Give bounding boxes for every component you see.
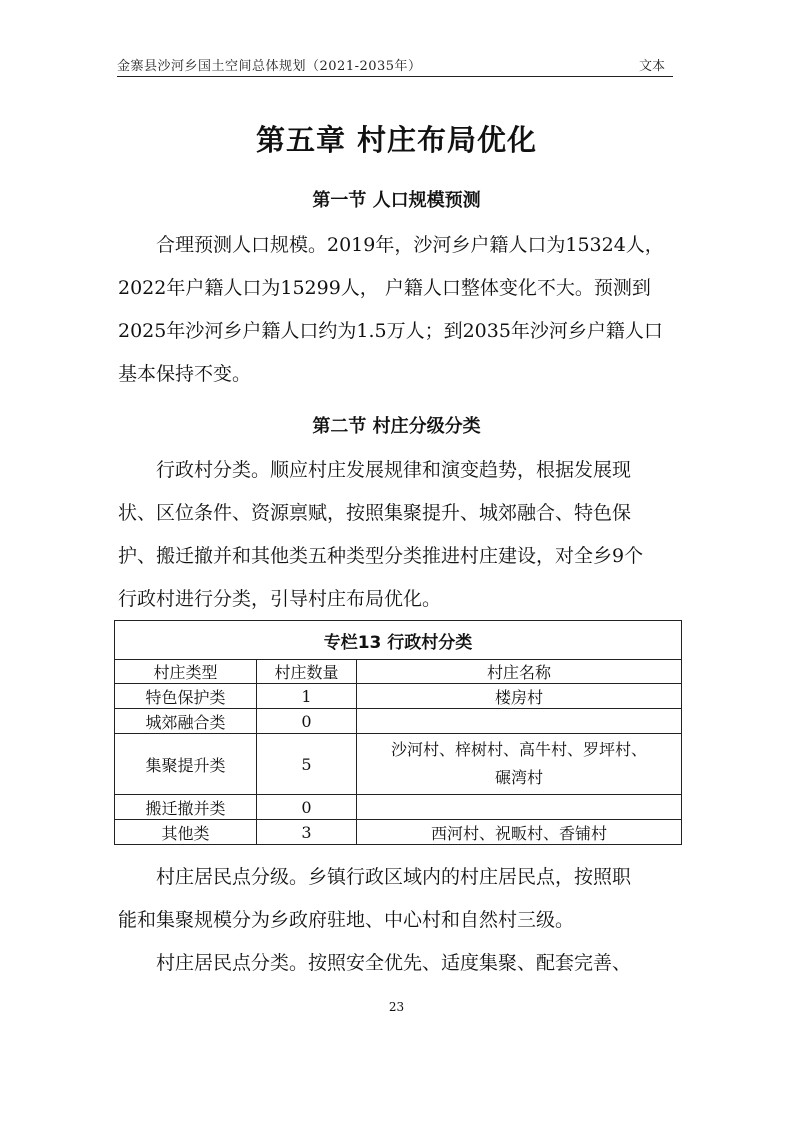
cell-type: 其他类 [115, 820, 257, 845]
cell-names [357, 795, 682, 820]
table-row [115, 709, 682, 734]
cell-names [357, 734, 682, 795]
table-row [115, 684, 682, 709]
section-title-population: 第一节 人口规模预测 [312, 190, 481, 211]
paragraph-line: 行政村进行分类，引导村庄布局优化。 [118, 588, 442, 610]
paragraph-line: 2025年沙河乡户籍人口约为1.5万人；到2035年沙河乡户籍人口 [118, 320, 663, 342]
cell-count: 0 [257, 709, 357, 734]
paragraph-line: 2022年户籍人口为15299人， 户籍人口整体变化不大。预测到 [118, 277, 651, 299]
chapter-title: 第五章 村庄布局优化 [255, 123, 538, 157]
table-row [115, 820, 682, 845]
column-header-names: 村庄名称 [357, 660, 682, 684]
cell-names: 西河村、祝畈村、香铺村 [357, 820, 682, 845]
cell-count: 1 [257, 684, 357, 709]
paragraph-line: 村庄居民点分级。乡镇行政区域内的村庄居民点，按照职 [156, 866, 632, 888]
column-header-type: 村庄类型 [115, 660, 257, 684]
cell-type: 搬迁撤并类 [115, 795, 257, 820]
cell-count: 5 [257, 734, 357, 795]
cell-count: 0 [257, 795, 357, 820]
table-title: 专栏13 行政村分类 [115, 621, 682, 660]
page-header [117, 52, 673, 77]
paragraph-line: 基本保持不变。 [118, 363, 252, 385]
paragraph-village-classification [118, 449, 674, 621]
cell-count: 3 [257, 820, 357, 845]
paragraph-line: 村庄居民点分类。按照安全优先、适度集聚、配套完善、 [156, 952, 632, 974]
section-title-village-classification: 第二节 村庄分级分类 [312, 416, 481, 437]
paragraph-population [118, 224, 674, 396]
paragraph-line: 行政村分类。顺应村庄发展规律和演变趋势，根据发展现 [156, 459, 632, 481]
table-header-row [115, 660, 682, 684]
cell-names-line: 沙河村、梓树村、高牛村、罗坪村、 [390, 740, 647, 759]
cell-names [357, 709, 682, 734]
paragraph-line: 状、区位条件、资源禀赋，按照集聚提升、城郊融合、特色保 [118, 502, 632, 524]
cell-names-line: 碾湾村 [494, 768, 543, 787]
cell-type: 特色保护类 [115, 684, 257, 709]
cell-names: 楼房村 [357, 684, 682, 709]
header-document-title: 金寨县沙河乡国土空间总体规划（2021-2035年） [117, 59, 422, 74]
table-row [115, 795, 682, 820]
village-classification-table [114, 620, 681, 853]
cell-type: 城郊融合类 [115, 709, 257, 734]
page-number: 23 [388, 1000, 405, 1014]
header-section-label: 文本 [638, 59, 665, 74]
paragraph-settlement-grading [118, 856, 674, 942]
paragraph-settlement-types [118, 942, 674, 985]
cell-type: 集聚提升类 [115, 734, 257, 795]
column-header-count: 村庄数量 [257, 660, 357, 684]
paragraph-line: 能和集聚规模分为乡政府驻地、中心村和自然村三级。 [118, 909, 575, 931]
table-row [115, 734, 682, 795]
paragraph-line: 合理预测人口规模。2019年，沙河乡户籍人口为15324人， [156, 234, 664, 256]
paragraph-line: 护、搬迁撤并和其他类五种类型分类推进村庄建设，对全乡9个 [118, 545, 644, 567]
